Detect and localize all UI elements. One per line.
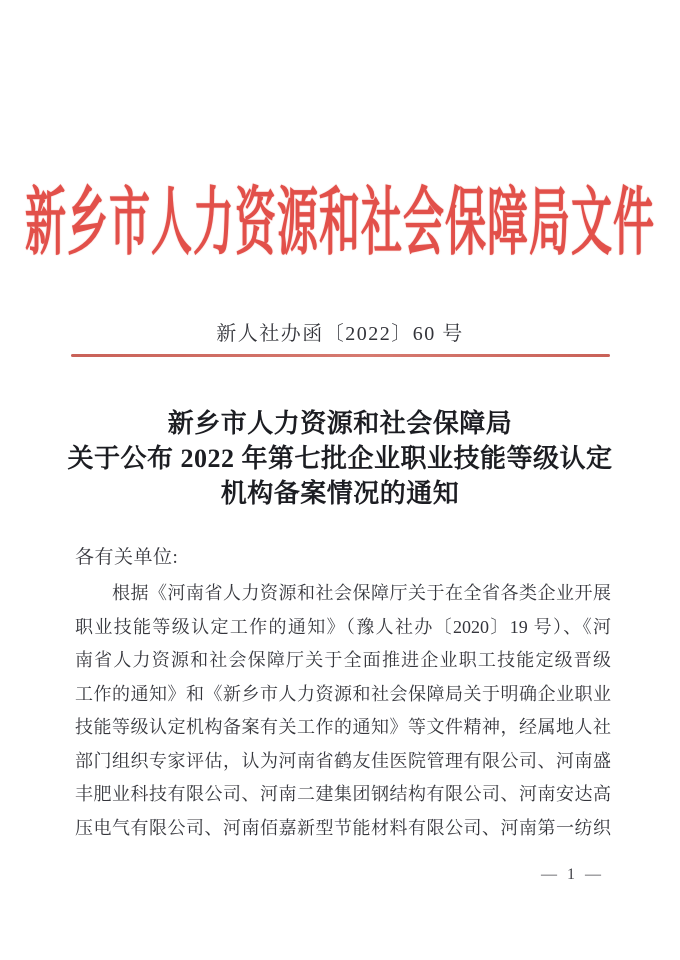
body-paragraph [75, 577, 611, 845]
notice-title-line-3: 机构备案情况的通知 [220, 479, 460, 508]
body-line: 技能等级认定机构备案有关工作的通知》等文件精神，经属地人社 [75, 717, 611, 737]
body-line: 南省人力资源和社会保障厅关于全面推进企业职工技能定级晋级 [75, 650, 611, 670]
notice-title [35, 406, 645, 511]
notice-title-line-1: 新乡市人力资源和社会保障局 [167, 409, 513, 438]
body-line: 部门组织专家评估，认为河南省鹤友佳医院管理有限公司、河南盛 [75, 750, 611, 771]
body-line: 工作的通知》和《新乡市人力资源和社会保障局关于明确企业职业 [75, 683, 611, 704]
salutation: 各有关单位: [75, 547, 179, 568]
body-line: 丰肥业科技有限公司、河南二建集团钢结构有限公司、河南安达高 [75, 784, 611, 804]
page-number: — 1 — [541, 866, 604, 883]
body-line: 职业技能等级认定工作的通知》（豫人社办〔2020〕19 号）、《河 [75, 616, 611, 637]
body-line: 压电气有限公司、河南佰嘉新型节能材料有限公司、河南第一纺织 [75, 817, 611, 838]
red-divider-rule [71, 354, 610, 357]
document-reference-number: 新人社办函〔2022〕60 号 [216, 323, 464, 345]
red-letterhead-title: 新乡市人力资源和社会保障局文件 [25, 180, 655, 264]
body-line: 根据《河南省人力资源和社会保障厅关于在全省各类企业开展 [112, 583, 611, 603]
notice-title-line-2: 关于公布 2022 年第七批企业职业技能等级认定 [67, 444, 613, 473]
